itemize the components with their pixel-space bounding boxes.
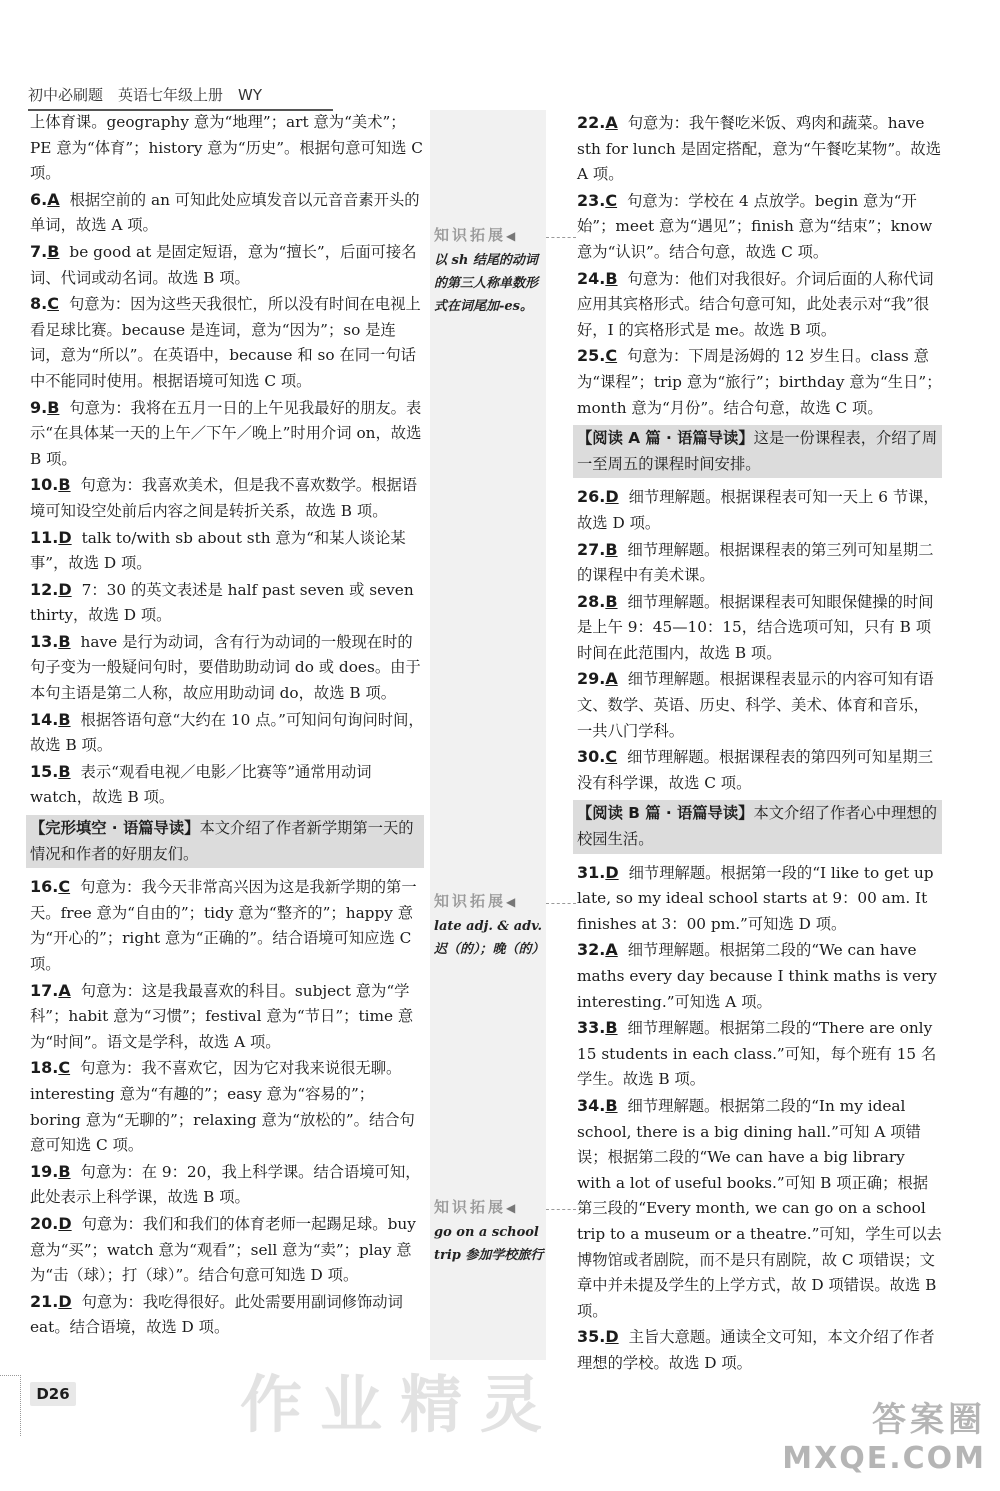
explanation-text: 细节理解题。根据课程表的第三列可知星期二的课程中有美术课。 — [577, 540, 934, 585]
explanation-text: 句意为：我们和我们的体育老师一起踢足球。buy 意为“买”；watch 意为“观看”；sell 意为“卖”；play 意为“击（球）；打（球）”。结合句意可知选 D 项。 — [30, 1214, 416, 1285]
tip-body: go on a school trip 参加学校旅行 — [434, 1225, 544, 1263]
guide-label: 【完形填空 · 语篇导读】 — [30, 819, 200, 838]
explanation-text: 细节理解题。根据第二段的“We can have maths every day because I think maths is very interesting.”可知选 A 项。 — [577, 941, 937, 1011]
answer-letter: A — [605, 669, 618, 689]
explanation-text: 细节理解题。根据第二段的“In my ideal school, there is a big dining hall.”可知 A 项错误；根据第二段的“We can have a big library with a lot of useful books.”可知 B 项正确；根据第三段的“Every month, we can go on a school trip to a museum or a theatre.”可知，学生可以去博物馆或者剧院，而不是只有剧院，故 C 项错误；文章中并未提及学生的上学方式，故 D 项错误。故选 B 项。 — [577, 1096, 942, 1320]
question-number: 10. — [30, 475, 59, 495]
watermark-logo — [782, 1392, 986, 1476]
answer-letter: C — [58, 877, 71, 897]
explanation-text: 7：30 的英文表述是 half past seven 或 seven thirty，故选 D 项。 — [30, 580, 414, 625]
explanation-text: 细节理解题。根据第二段的“There are only 15 students in each class.”可知，每个班有 15 名学生。故选 B 项。 — [577, 1019, 937, 1089]
explanation-text: 句意为：我喜欢美术，但是我不喜欢数学。根据语境可知设空处前后内容之间是转折关系，故选 B 项。 — [30, 476, 418, 520]
explanation-text: 上体育课。geography 意为“地理”；art 意为“美术”；PE 意为“体育”；history 意为“历史”。根据句意可知选 C 项。 — [30, 113, 423, 183]
question-number: 32. — [577, 940, 606, 960]
question-number: 22. — [577, 113, 606, 132]
explanation-text: 句意为：这是我最喜欢的科目。subject 意为“学科”；habit 意为“习惯”；festival 意为“节日”；time 意为“时间”。语文是学科，故选 A 项。 — [30, 981, 414, 1051]
explanation-text: 主旨大意题。通读全文可知，本文介绍了作者理想的学校。故选 D 项。 — [577, 1328, 935, 1372]
corner-mark — [0, 1375, 21, 1436]
tip-body: 以 sh 结尾的动词的第三人称单数形式在词尾加-es。 — [434, 253, 539, 314]
answer-letter: C — [605, 346, 618, 366]
answer-letter: B — [58, 631, 71, 651]
answer-item-13 — [30, 629, 424, 707]
tip-title: 知识拓展◀ — [434, 892, 516, 910]
answer-item-11 — [30, 525, 424, 577]
explanation-text: 句意为：在 9：20，我上科学课。结合语境可知，此处表示上科学课，故选 B 项。 — [30, 1162, 421, 1207]
answer-letter: B — [58, 761, 71, 781]
watermark-logo-text: 答案圈 — [872, 1400, 986, 1440]
explanation-text: have 是行为动词，含有行为动词的一般现在时的句子变为一般疑问句时，要借助助动词 do 或 does。由于本句主语是第二人称，故应用助动词 do，故选 B 项。 — [30, 632, 421, 703]
answer-letter: B — [58, 1161, 71, 1181]
page-header: 初中必刷题 英语七年级上册 WY — [28, 86, 262, 104]
question-number: 23. — [577, 190, 606, 210]
answer-item-21 — [30, 1289, 424, 1341]
explanation-text: 表示“观看电视／电影／比赛等”通常用动词 watch，故选 B 项。 — [30, 762, 372, 807]
question-number: 12. — [30, 579, 59, 599]
question-number: 29. — [577, 669, 606, 689]
answer-letter: A — [58, 980, 71, 1000]
answer-letter: C — [58, 1058, 71, 1078]
explanation-text: 句意为：他们对我很好。介词后面的人称代词应用其宾格形式。结合句意可知，此处表示对“我”很好，I 的宾格形式是 me。故选 B 项。 — [577, 269, 934, 339]
answer-item-25 — [577, 343, 942, 421]
answer-letter: D — [58, 1291, 72, 1311]
answer-item-29 — [577, 666, 942, 744]
left-column — [30, 110, 424, 1341]
question-number: 8. — [30, 294, 48, 314]
guide-text: 本文介绍了作者新学期第一天的情况和作者的好朋友们。 — [30, 819, 414, 863]
right-column — [577, 110, 942, 1377]
question-number: 35. — [577, 1327, 606, 1347]
question-number: 19. — [30, 1161, 59, 1181]
explanation-text: 句意为：因为这些天我很忙，所以没有时间在电视上看足球比赛。because 是连词，意为“因为”；so 是连词，意为“所以”。在英语中，because 和 so 在同一句话中不能同时使用。根据语境可知选 C 项。 — [30, 295, 421, 390]
question-number: 27. — [577, 539, 606, 559]
tip-connector — [546, 903, 576, 904]
passage-guide — [573, 800, 942, 853]
answer-item-17 — [30, 978, 424, 1056]
answer-letter: B — [605, 1018, 618, 1038]
answer-letter: B — [605, 268, 618, 288]
tip-box-3 — [434, 1196, 544, 1267]
passage-guide — [26, 815, 424, 868]
answer-item-28 — [577, 589, 942, 667]
question-number: 17. — [30, 980, 59, 1000]
explanation-text: 句意为：学校在 4 点放学。begin 意为“开始”；meet 意为“遇见”；finish 意为“结束”；know 意为“认识”。结合句意，故选 C 项。 — [577, 191, 933, 261]
tip-box-2 — [434, 890, 544, 961]
explanation-text: 句意为：我不喜欢它，因为它对我来说很无聊。interesting 意为“有趣的”；easy 意为“容易的”；boring 意为“无聊的”；relaxing 意为“放松的”。结合句意可知选 C 项。 — [30, 1059, 415, 1155]
answer-item-24 — [577, 266, 942, 344]
explanation-text: 句意为：我将在五月一日的上午见我最好的朋友。表示“在具体某一天的上午／下午／晚上”时用介词 on，故选 B 项。 — [30, 398, 422, 468]
answer-item-22 — [577, 110, 942, 188]
explanation-text: 句意为：我午餐吃米饭、鸡肉和蔬菜。have sth for lunch 是固定搭配，意为“午餐吃某物”。故选 A 项。 — [577, 114, 942, 184]
question-number: 6. — [30, 189, 48, 209]
answer-letter: C — [605, 190, 618, 210]
answer-letter: A — [605, 113, 618, 132]
answer-letter: D — [58, 527, 72, 547]
question-number: 7. — [30, 241, 48, 261]
explanation-text: 根据答语句意“大约在 10 点。”可知问句询问时间，故选 B 项。 — [30, 710, 424, 755]
answer-item-20 — [30, 1211, 424, 1289]
tip-title: 知识拓展◀ — [434, 1198, 516, 1216]
answer-item-7 — [30, 239, 424, 291]
question-number: 25. — [577, 346, 606, 366]
answer-item-32 — [577, 937, 942, 1015]
answer-letter: B — [47, 397, 60, 417]
explanation-text: 细节理解题。根据第一段的“I like to get up late, so my ideal school starts at 9：00 am. It finishes at 3：00 pm.”可知选 D 项。 — [577, 863, 934, 933]
answer-item-14 — [30, 707, 424, 759]
explanation-text: 细节理解题。根据课程表可知眼保健操的时间是上午 9：45—10：15，结合选项可知，只有 B 项时间在此范围内，故选 B 项。 — [577, 592, 934, 662]
question-number: 15. — [30, 761, 59, 781]
question-number: 13. — [30, 631, 59, 651]
guide-text: 这是一份课程表，介绍了周一至周五的课程时间安排。 — [577, 429, 938, 473]
answer-item-c5 — [30, 110, 424, 187]
question-number: 33. — [577, 1018, 606, 1038]
answer-letter: A — [605, 940, 618, 960]
answer-item-26 — [577, 484, 942, 536]
answer-letter: B — [605, 539, 618, 559]
answer-letter: D — [605, 862, 619, 882]
question-number: 34. — [577, 1095, 606, 1115]
answer-letter: B — [605, 1095, 618, 1115]
question-number: 21. — [30, 1291, 59, 1311]
watermark-text: 作业精灵 — [240, 1368, 561, 1441]
answer-item-18 — [30, 1055, 424, 1158]
tip-box-1 — [434, 224, 544, 318]
answer-letter: D — [605, 1327, 619, 1347]
answer-letter: B — [58, 475, 71, 495]
answer-item-34 — [577, 1093, 942, 1324]
explanation-text: be good at 是固定短语，意为“擅长”，后面可接名词、代词或动名词。故选 B 项。 — [30, 242, 417, 287]
explanation-text: 句意为：我吃得很好。此处需要用副词修饰动词 eat。结合语境，故选 D 项。 — [30, 1292, 403, 1337]
answer-letter: D — [58, 579, 72, 599]
question-number: 16. — [30, 877, 59, 897]
answer-letter: B — [605, 591, 618, 611]
question-number: 9. — [30, 397, 48, 417]
guide-label: 【阅读 A 篇 · 语篇导读】 — [577, 429, 754, 448]
answer-item-35 — [577, 1324, 942, 1376]
answer-item-16 — [30, 874, 424, 977]
answer-item-23 — [577, 188, 942, 266]
answer-letter: A — [47, 189, 60, 209]
explanation-text: 细节理解题。根据课程表显示的内容可知有语文、数学、英语、历史、科学、美术、体育和音乐，一共八门学科。 — [577, 670, 934, 740]
question-number: 20. — [30, 1213, 59, 1233]
answer-letter: C — [47, 294, 59, 314]
explanation-text: 句意为：下周是汤姆的 12 岁生日。class 意为“课程”；trip 意为“旅行”；birthday 意为“生日”；month 意为“月份”。结合句意，故选 C 项。 — [577, 347, 942, 417]
question-number: 30. — [577, 747, 606, 767]
answer-item-30 — [577, 744, 942, 796]
answer-item-15 — [30, 759, 424, 811]
guide-text: 本文介绍了作者心中理想的校园生活。 — [577, 804, 938, 849]
guide-label: 【阅读 B 篇 · 语篇导读】 — [577, 804, 754, 823]
answer-letter: D — [58, 1213, 72, 1233]
explanation-text: 细节理解题。根据课程表可知一天上 6 节课，故选 D 项。 — [577, 488, 939, 532]
answer-item-27 — [577, 537, 942, 589]
answer-item-10 — [30, 472, 424, 524]
tip-connector — [546, 1209, 576, 1210]
answer-letter: D — [605, 487, 619, 507]
question-number: 24. — [577, 268, 606, 288]
answer-item-33 — [577, 1015, 942, 1093]
answer-letter: B — [47, 241, 60, 261]
answer-item-31 — [577, 860, 942, 938]
explanation-text: talk to/with sb about sth 意为“和某人谈论某事”，故选 D 项。 — [30, 528, 406, 573]
answer-letter: B — [58, 709, 71, 729]
answer-item-9 — [30, 395, 424, 473]
question-number: 14. — [30, 709, 59, 729]
answer-item-8 — [30, 291, 424, 394]
question-number: 11. — [30, 527, 59, 547]
explanation-text: 细节理解题。根据课程表的第四列可知星期三没有科学课，故选 C 项。 — [577, 748, 934, 792]
answer-item-19 — [30, 1159, 424, 1211]
watermark-url: MXQE.COM — [782, 1441, 986, 1476]
answer-item-12 — [30, 577, 424, 629]
question-number: 31. — [577, 862, 606, 882]
tip-body: late adj. & adv. 迟（的）；晚（的） — [434, 919, 545, 957]
explanation-text: 句意为：我今天非常高兴因为这是我新学期的第一天。free 意为“自由的”；tidy 意为“整齐的”；happy 意为“开心的”；right 意为“正确的”。结合语境可知应选 C 项。 — [30, 878, 417, 973]
question-number: 28. — [577, 591, 606, 611]
answer-item-6 — [30, 187, 424, 239]
answer-letter: C — [605, 747, 618, 767]
explanation-text: 根据空前的 an 可知此处应填发音以元音音素开头的单词，故选 A 项。 — [30, 190, 420, 235]
page-number: D26 — [30, 1382, 76, 1406]
tip-title: 知识拓展◀ — [434, 226, 516, 244]
question-number: 26. — [577, 487, 606, 507]
tip-connector — [546, 237, 576, 238]
passage-guide — [573, 425, 942, 478]
question-number: 18. — [30, 1058, 59, 1078]
